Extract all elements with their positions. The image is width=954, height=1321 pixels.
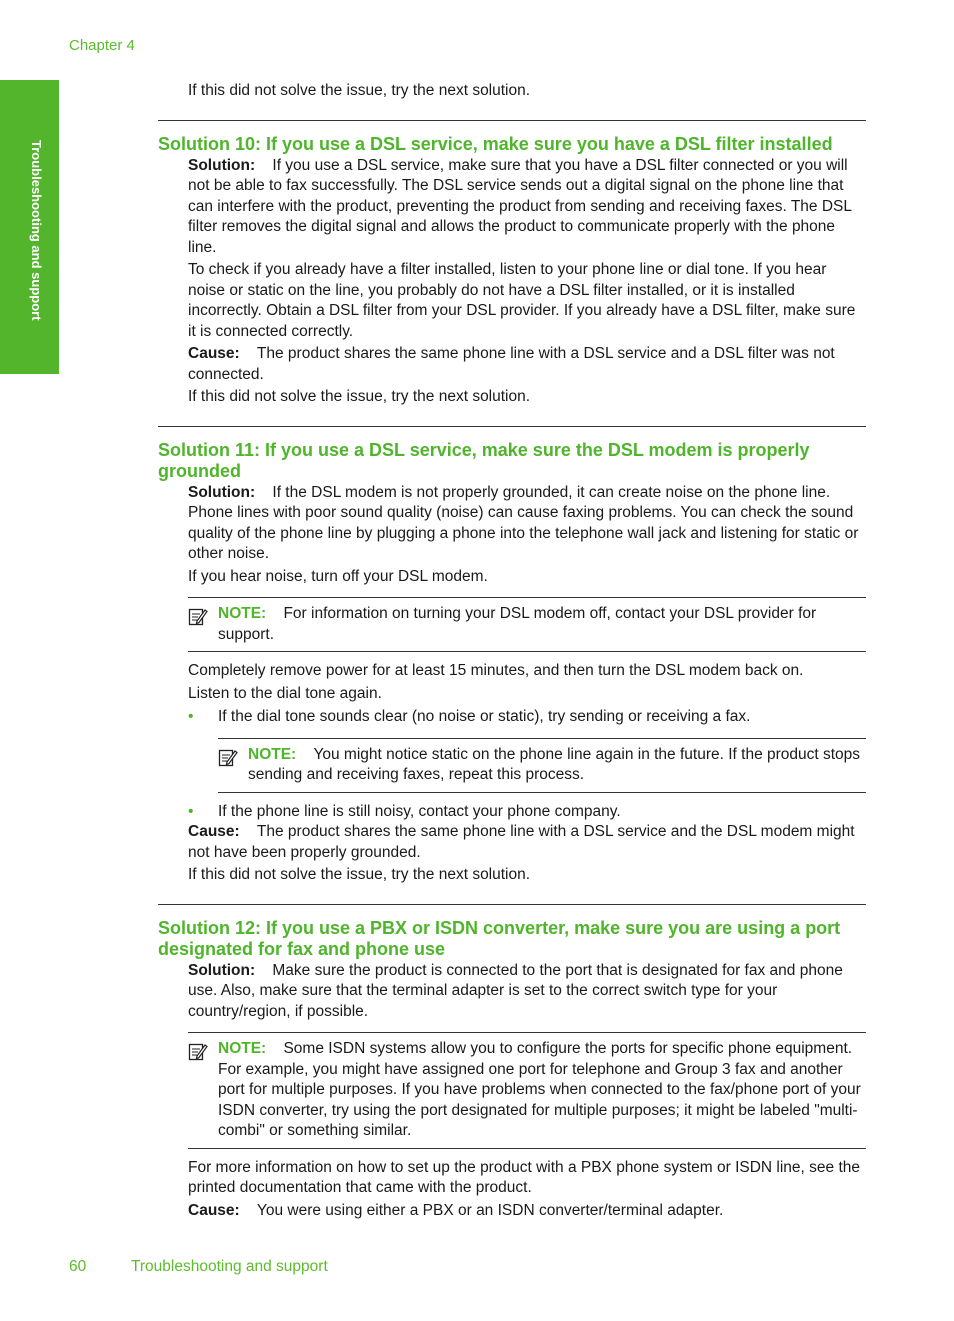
bullet-item — [188, 802, 866, 823]
divider — [158, 426, 866, 427]
note-icon — [188, 1039, 218, 1142]
solution-10-para2: To check if you already have a filter installed, listen to your phone line or dial tone. If you hear noise or static on the line, you probably do not have a DSL filter installed, or it is installed incorrectly. Obtain a DSL filter from your DSL provider. If you already have a DSL filter, make sure it is connected correctly. — [188, 261, 856, 340]
note-label: NOTE: — [218, 605, 267, 622]
solution-11-cause — [188, 822, 866, 863]
intro-text: If this did not solve the issue, try the next solution. — [188, 82, 531, 99]
solution-11-para2: If you hear noise, turn off your DSL modem. — [188, 567, 488, 585]
note-box — [218, 738, 866, 793]
bullet-text: If the phone line is still noisy, contact your phone company. — [218, 802, 621, 820]
note-text: Some ISDN systems allow you to configure the ports for specific phone equipment. For example, you might have assigned one port for telephone and Group 3 fax and another port for multiple purposes. If you have problems when connected to the fax/phone port of your ISDN converter, try using the port designated for multiple purposes; it might be labeled "multi-combi" or something similar. — [218, 1040, 861, 1139]
solution-label: Solution: — [188, 156, 256, 174]
divider — [158, 904, 866, 905]
cause-body: The product shares the same phone line with a DSL service and the DSL modem might not have been properly grounded. — [188, 823, 855, 861]
solution-10-cause — [188, 344, 866, 385]
bullet-text: If the dial tone sounds clear (no noise or static), try sending or receiving a fax. — [218, 708, 751, 725]
solution-label: Solution: — [188, 483, 256, 501]
solution-11-heading: Solution 11: If you use a DSL service, make sure the DSL modem is properly grounded — [158, 439, 810, 481]
note-text: You might notice static on the phone line again in the future. If the product stops sending and receiving faxes, repeat this process. — [248, 745, 861, 783]
note-box — [188, 1032, 866, 1149]
solution-10-text — [188, 156, 866, 259]
cause-label: Cause: — [188, 345, 240, 362]
bullet-mark: • — [188, 802, 194, 820]
note-text: For information on turning your DSL modem off, contact your DSL provider for support. — [218, 605, 817, 643]
divider — [158, 120, 866, 121]
page-content — [158, 80, 866, 1221]
solution-11-para4: Listen to the dial tone again. — [188, 684, 382, 702]
solution-11-text — [188, 483, 866, 565]
page-number: 60 — [69, 1258, 87, 1275]
solution-body: If you use a DSL service, make sure that you have a DSL filter connected or you will not be able to fax successfully. The DSL service sends out a digital signal on the phone line that can interfere with the product, preventing the product from sending and receiving faxes. The DSL filter removes the digital signal and allows the product to communicate properly with the phone line. — [188, 156, 852, 256]
cause-body: The product shares the same phone line with a DSL service and a DSL filter was not connected. — [188, 345, 835, 383]
note-icon — [188, 604, 218, 645]
bullet-mark: • — [188, 708, 194, 725]
solution-body: Make sure the product is connected to the port that is designated for fax and phone use. Also, make sure that the terminal adapter is set to the correct switch type for your country/region, if possible. — [188, 961, 843, 1020]
solution-body: If the DSL modem is not properly grounded, it can create noise on the phone line. Phone lines with poor sound quality (noise) can cause faxing problems. You can check the sound quality of the phone line by plugging a phone into the telephone wall jack and listening for static or other noise. — [188, 483, 859, 562]
cause-label: Cause: — [188, 823, 240, 840]
note-icon — [218, 745, 248, 786]
cause-body: You were using either a PBX or an ISDN converter/terminal adapter. — [256, 1201, 724, 1219]
note-label: NOTE: — [218, 1040, 267, 1057]
solution-10-next: If this did not solve the issue, try the next solution. — [188, 388, 531, 405]
side-tab-label: Troubleshooting and support — [29, 140, 44, 321]
solution-11-para3: Completely remove power for at least 15 minutes, and then turn the DSL modem back on. — [188, 662, 804, 679]
solution-10-heading: Solution 10: If you use a DSL service, make sure you have a DSL filter installed — [158, 133, 833, 154]
note-box — [188, 597, 866, 652]
note-label: NOTE: — [248, 745, 297, 763]
chapter-label: Chapter 4 — [69, 37, 135, 54]
solution-label: Solution: — [188, 961, 256, 979]
cause-label: Cause: — [188, 1201, 240, 1219]
bullet-item — [188, 707, 866, 728]
solution-11-next: If this did not solve the issue, try the next solution. — [188, 866, 531, 883]
page-footer — [69, 1258, 328, 1276]
solution-12-heading: Solution 12: If you use a PBX or ISDN converter, make sure you are using a port designated for fax and phone use — [158, 917, 841, 959]
solution-12-cause — [188, 1201, 866, 1222]
solution-12-text — [188, 961, 866, 1023]
solution-12-para2: For more information on how to set up the product with a PBX phone system or ISDN line, see the printed documentation that came with the product. — [188, 1158, 861, 1196]
footer-title: Troubleshooting and support — [131, 1258, 328, 1275]
